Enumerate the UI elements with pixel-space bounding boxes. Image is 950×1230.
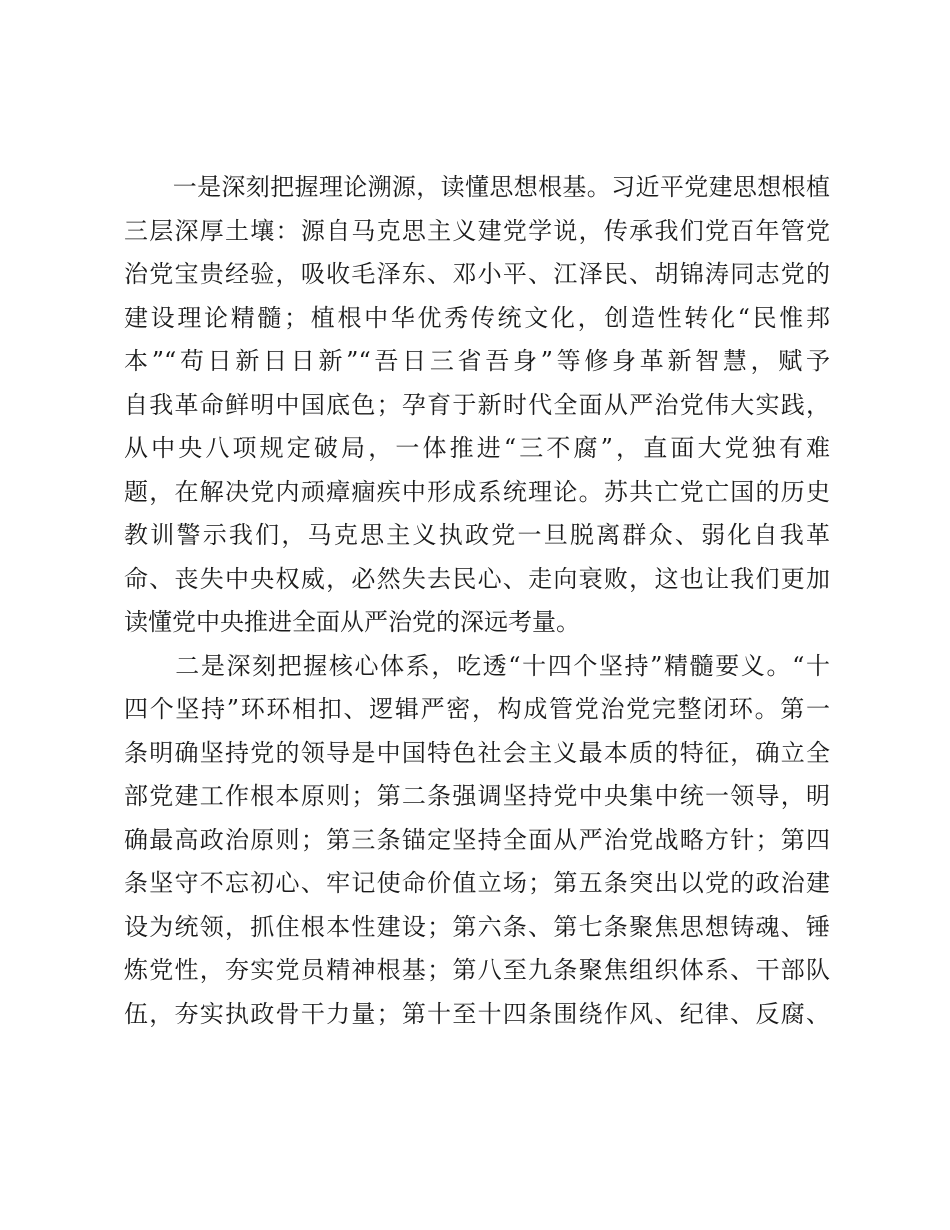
text-line: 一是深刻把握理论溯源，读懂思想根基。习近平党建思想根植 bbox=[124, 173, 830, 201]
text-line: 治党宝贵经验，吸收毛泽东、邓小平、江泽民、胡锦涛同志党的 bbox=[124, 260, 830, 288]
text-line: 条坚守不忘初心、牢记使命价值立场；第五条突出以党的政治建 bbox=[124, 869, 830, 897]
text-line: 命、丧失中央权威，必然失去民心、走向衰败，这也让我们更加 bbox=[124, 564, 830, 593]
text-line: 题，在解决党内顽瘴痼疾中形成系统理论。苏共亡党亡国的历史 bbox=[124, 477, 830, 506]
text-line: 自我革命鲜明中国底色；孕育于新时代全面从严治党伟大实践， bbox=[124, 390, 830, 419]
text-line: 教训警示我们，马克思主义执政党一旦脱离群众、弱化自我革 bbox=[124, 521, 830, 549]
text-line: 设为统领，抓住根本性建设；第六条、第七条聚焦思想铸魂、锤 bbox=[124, 912, 830, 941]
text-line: 建设理论精髓；植根中华优秀传统文化，创造性转化“民惟邦 bbox=[124, 303, 830, 332]
text-line: 部党建工作根本原则；第二条强调坚持党中央集中统一领导，明 bbox=[124, 782, 830, 810]
text-line: 炼党性，夯实党员精神根基；第八至九条聚焦组织体系、干部队 bbox=[124, 956, 830, 984]
text-line: 四个坚持”环环相扣、逻辑严密，构成管党治党完整闭环。第一 bbox=[124, 695, 830, 723]
text-line: 确最高政治原则；第三条锚定坚持全面从严治党战略方针；第四 bbox=[124, 825, 830, 854]
text-line: 条明确坚持党的领导是中国特色社会主义最本质的特征，确立全 bbox=[124, 738, 830, 767]
text-line: 伍，夯实执政骨干力量；第十至十四条围绕作风、纪律、反腐、 bbox=[124, 999, 830, 1028]
text-line: 本”“苟日新日日新”“吾日三省吾身”等修身革新智慧，赋予 bbox=[124, 347, 830, 375]
text-line: 三层深厚土壤：源自马克思主义建党学说，传承我们党百年管党 bbox=[124, 216, 830, 245]
text-line: 二是深刻把握核心体系，吃透“十四个坚持”精髓要义。“十 bbox=[124, 651, 830, 680]
text-line: 从中央八项规定破局，一体推进“三不腐”，直面大党独有难 bbox=[124, 434, 830, 462]
paragraph-2 bbox=[124, 645, 830, 1037]
paragraph-1 bbox=[124, 166, 830, 645]
document-body bbox=[124, 166, 830, 1036]
text-line: 读懂党中央推进全面从严治党的深远考量。 bbox=[124, 608, 580, 636]
